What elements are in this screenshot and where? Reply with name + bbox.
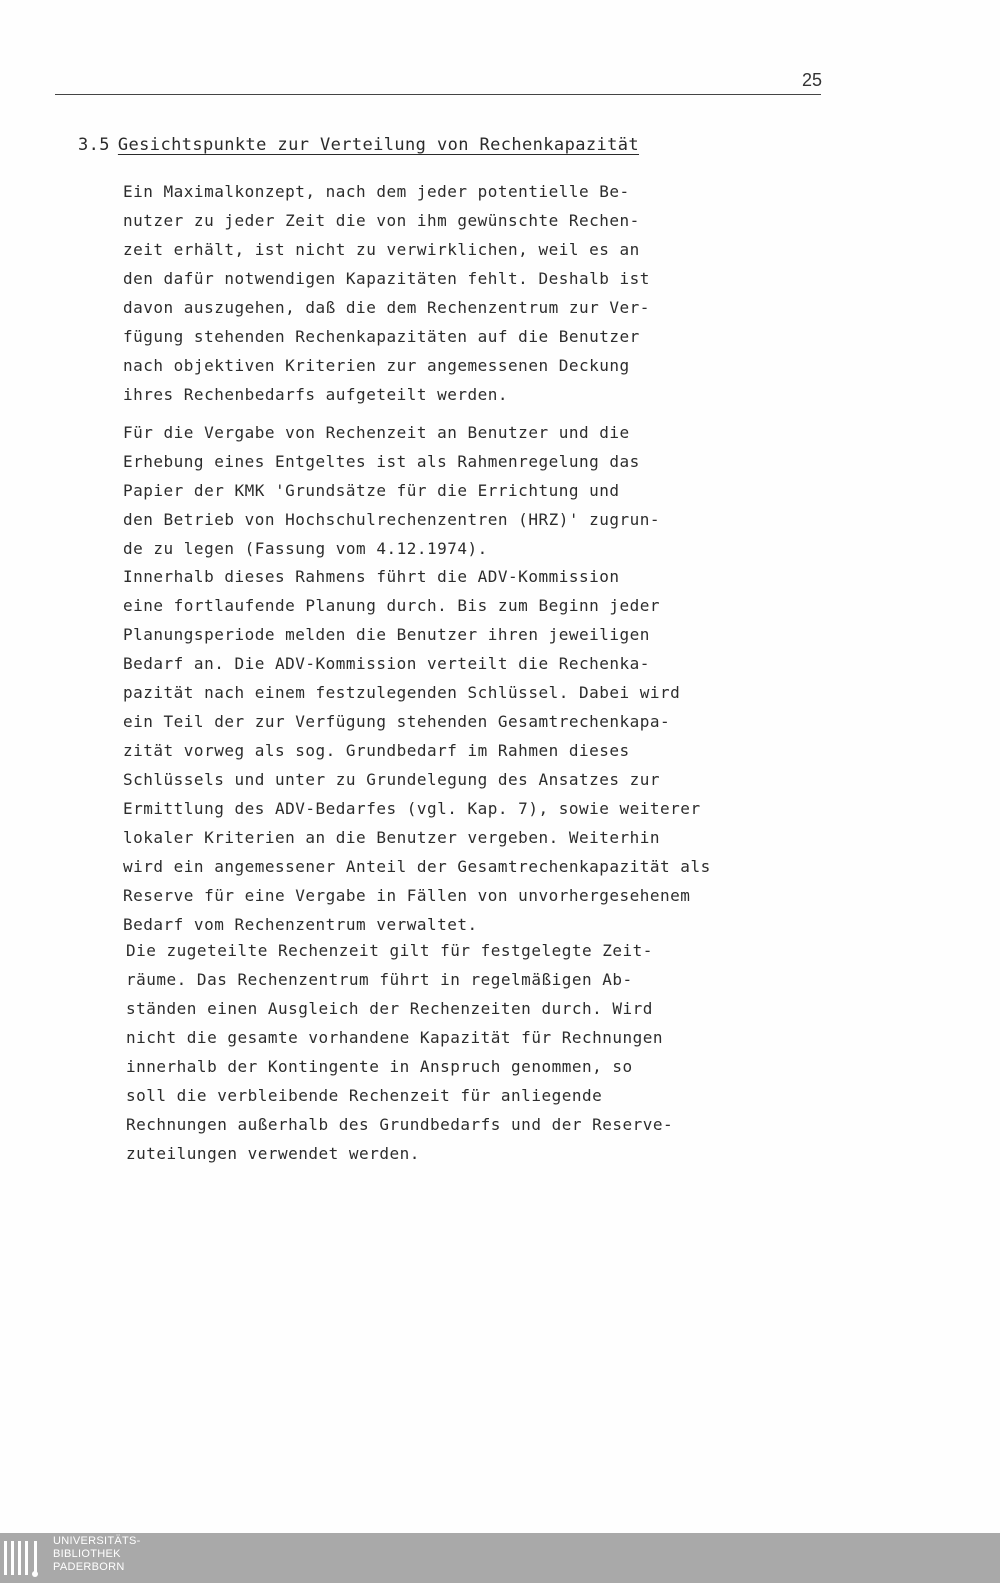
text-line: nicht die gesamte vorhandene Kapazität für Rechnungen <box>126 1028 664 1047</box>
page-number: 25 <box>801 70 822 90</box>
text-line: den dafür notwendigen Kapazitäten fehlt. Deshalb ist <box>123 269 650 288</box>
section-title: Gesichtspunkte zur Verteilung von Rechenkapazität <box>117 135 640 155</box>
text-line: wird ein angemessener Anteil der Gesamtrechenkapazität als <box>123 857 711 876</box>
text-line: zuteilungen verwendet werden. <box>126 1144 420 1163</box>
text-line: Reserve für eine Vergabe in Fällen von unvorhergesehenem <box>123 886 691 905</box>
library-footer-bar <box>0 1533 1000 1583</box>
text-line: Für die Vergabe von Rechenzeit an Benutzer und die <box>123 423 630 442</box>
text-line: den Betrieb von Hochschulrechenzentren (HRZ)' zugrun- <box>123 510 661 529</box>
text-line: soll die verbleibende Rechenzeit für anliegende <box>126 1086 603 1105</box>
text-line: ihres Rechenbedarfs aufgeteilt werden. <box>123 385 509 404</box>
paragraph <box>123 562 813 939</box>
text-line: Schlüssels und unter zu Grundelegung des Ansatzes zur <box>123 770 661 789</box>
text-line: Ein Maximalkonzept, nach dem jeder potentielle Be- <box>123 182 630 201</box>
text-line: de zu legen (Fassung vom 4.12.1974). <box>123 539 488 558</box>
library-barcode-logo-icon <box>4 1541 44 1579</box>
text-line: ein Teil der zur Verfügung stehenden Gesamtrechenkapa- <box>123 712 671 731</box>
section-number: 3.5 <box>78 135 110 155</box>
text-line: Innerhalb dieses Rahmens führt die ADV-Kommission <box>123 567 620 586</box>
text-line: Bedarf an. Die ADV-Kommission verteilt die Rechenka- <box>123 654 650 673</box>
text-line: zität vorweg als sog. Grundbedarf im Rahmen dieses <box>123 741 630 760</box>
paragraph <box>123 177 813 409</box>
text-line: Papier der KMK 'Grundsätze für die Errichtung und <box>123 481 620 500</box>
text-line: innerhalb der Kontingente in Anspruch genommen, so <box>126 1057 633 1076</box>
text-line: davon auszugehen, daß die dem Rechenzentrum zur Ver- <box>123 298 650 317</box>
library-name-line: BIBLIOTHEK <box>53 1548 121 1560</box>
text-line: Ermittlung des ADV-Bedarfes (vgl. Kap. 7), sowie weiterer <box>123 799 701 818</box>
text-line: Rechnungen außerhalb des Grundbedarfs und der Reserve- <box>126 1115 674 1134</box>
header-rule <box>55 94 821 95</box>
text-line: räume. Das Rechenzentrum führt in regelmäßigen Ab- <box>126 970 633 989</box>
paragraph <box>126 936 816 1168</box>
library-name-line: UNIVERSITÄTS- <box>53 1535 141 1547</box>
text-line: zeit erhält, ist nicht zu verwirklichen, weil es an <box>123 240 640 259</box>
text-line: fügung stehenden Rechenkapazitäten auf die Benutzer <box>123 327 640 346</box>
text-line: Planungsperiode melden die Benutzer ihren jeweiligen <box>123 625 650 644</box>
text-line: nach objektiven Kriterien zur angemessenen Deckung <box>123 356 630 375</box>
text-line: lokaler Kriterien an die Benutzer vergeben. Weiterhin <box>123 828 661 847</box>
text-line: Erhebung eines Entgeltes ist als Rahmenregelung das <box>123 452 640 471</box>
paragraph <box>123 418 813 563</box>
text-line: ständen einen Ausgleich der Rechenzeiten durch. Wird <box>126 999 653 1018</box>
text-line: Die zugeteilte Rechenzeit gilt für festgelegte Zeit- <box>126 941 653 960</box>
library-name-line: PADERBORN <box>53 1561 125 1573</box>
section-heading <box>78 132 798 158</box>
text-line: pazität nach einem festzulegenden Schlüssel. Dabei wird <box>123 683 681 702</box>
library-name <box>53 1535 141 1574</box>
text-line: nutzer zu jeder Zeit die von ihm gewünschte Rechen- <box>123 211 640 230</box>
text-line: eine fortlaufende Planung durch. Bis zum Beginn jeder <box>123 596 661 615</box>
text-line: Bedarf vom Rechenzentrum verwaltet. <box>123 915 478 934</box>
